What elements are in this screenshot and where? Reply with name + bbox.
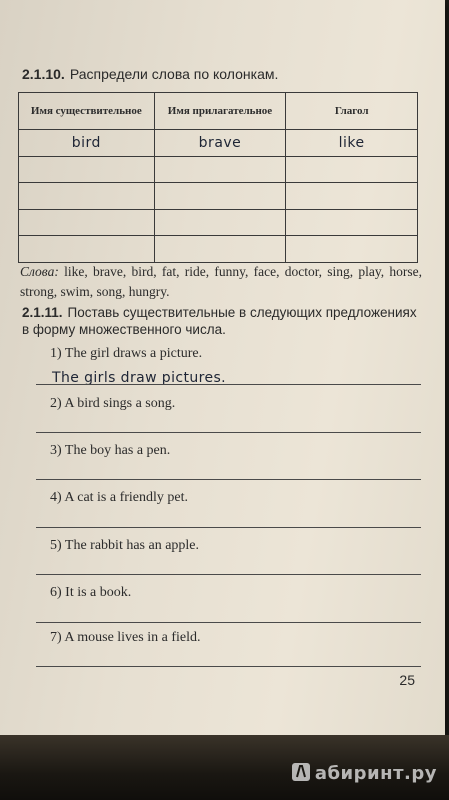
sentence-4: 4) A cat is a friendly pet. <box>50 490 189 505</box>
column-header-adjective: Имя прилагательное <box>154 93 286 130</box>
answer-line-3[interactable] <box>36 479 421 480</box>
sentence-6: 6) It is a book. <box>50 585 132 600</box>
table-cell[interactable] <box>154 156 286 183</box>
column-header-noun: Имя существительное <box>19 93 155 130</box>
answer-line-4[interactable] <box>36 527 421 528</box>
word-list-label: Слова: <box>20 264 59 279</box>
exercise-instruction: Распредели слова по колонкам. <box>69 66 279 82</box>
table-cell[interactable] <box>286 156 418 183</box>
table-header-row <box>19 93 418 130</box>
answer-line-1[interactable] <box>36 384 421 385</box>
answer-line-2[interactable] <box>36 432 421 433</box>
word-list <box>20 262 422 302</box>
exercise-number: 2.1.10. <box>22 66 65 82</box>
sentence-3: 3) The boy has a pen. <box>50 443 171 458</box>
column-header-verb: Глагол <box>286 93 418 130</box>
sentence-2: 2) A bird sings a song. <box>50 396 176 411</box>
table-cell[interactable] <box>19 209 155 236</box>
labirint-logo-icon <box>291 762 311 782</box>
watermark <box>291 762 437 784</box>
word-sort-table <box>18 92 418 263</box>
table-row <box>19 183 418 210</box>
table-cell[interactable] <box>154 209 286 236</box>
answer-line-7[interactable] <box>36 666 421 667</box>
answer-cell-noun[interactable]: bird <box>19 130 155 157</box>
table-cell[interactable] <box>19 156 155 183</box>
answer-cell-adjective[interactable]: brave <box>154 130 286 157</box>
table-cell[interactable] <box>286 236 418 263</box>
exercise-number: 2.1.11. <box>22 305 63 320</box>
table-row <box>19 236 418 263</box>
sentence-1: 1) The girl draws a picture. <box>50 346 203 361</box>
table-cell[interactable] <box>154 183 286 210</box>
watermark-text: абиринт.ру <box>314 763 437 784</box>
table-row <box>19 209 418 236</box>
exercise-instruction: Поставь существительные в следующих предложениях в форму множественного числа. <box>22 305 417 337</box>
exercise-2-1-10-heading <box>22 66 278 82</box>
answer-line-6[interactable] <box>36 622 421 623</box>
word-list-words: like, brave, bird, fat, ride, funny, face, doctor, sing, play, horse, strong, swim, song, hungry. <box>20 264 422 299</box>
table-cell[interactable] <box>286 209 418 236</box>
table-cell[interactable] <box>286 183 418 210</box>
table-cell[interactable] <box>19 183 155 210</box>
exercise-2-1-11-heading <box>22 304 422 338</box>
sentence-5: 5) The rabbit has an apple. <box>50 538 200 553</box>
table-row <box>19 130 418 157</box>
answer-line-5[interactable] <box>36 574 421 575</box>
handwritten-answer-1[interactable]: The girls draw pictures. <box>52 370 227 386</box>
sentence-7: 7) A mouse lives in a field. <box>50 630 201 645</box>
table-cell[interactable] <box>19 236 155 263</box>
page-number: 25 <box>399 672 415 688</box>
table-cell[interactable] <box>154 236 286 263</box>
table-row <box>19 156 418 183</box>
answer-cell-verb[interactable]: like <box>286 130 418 157</box>
